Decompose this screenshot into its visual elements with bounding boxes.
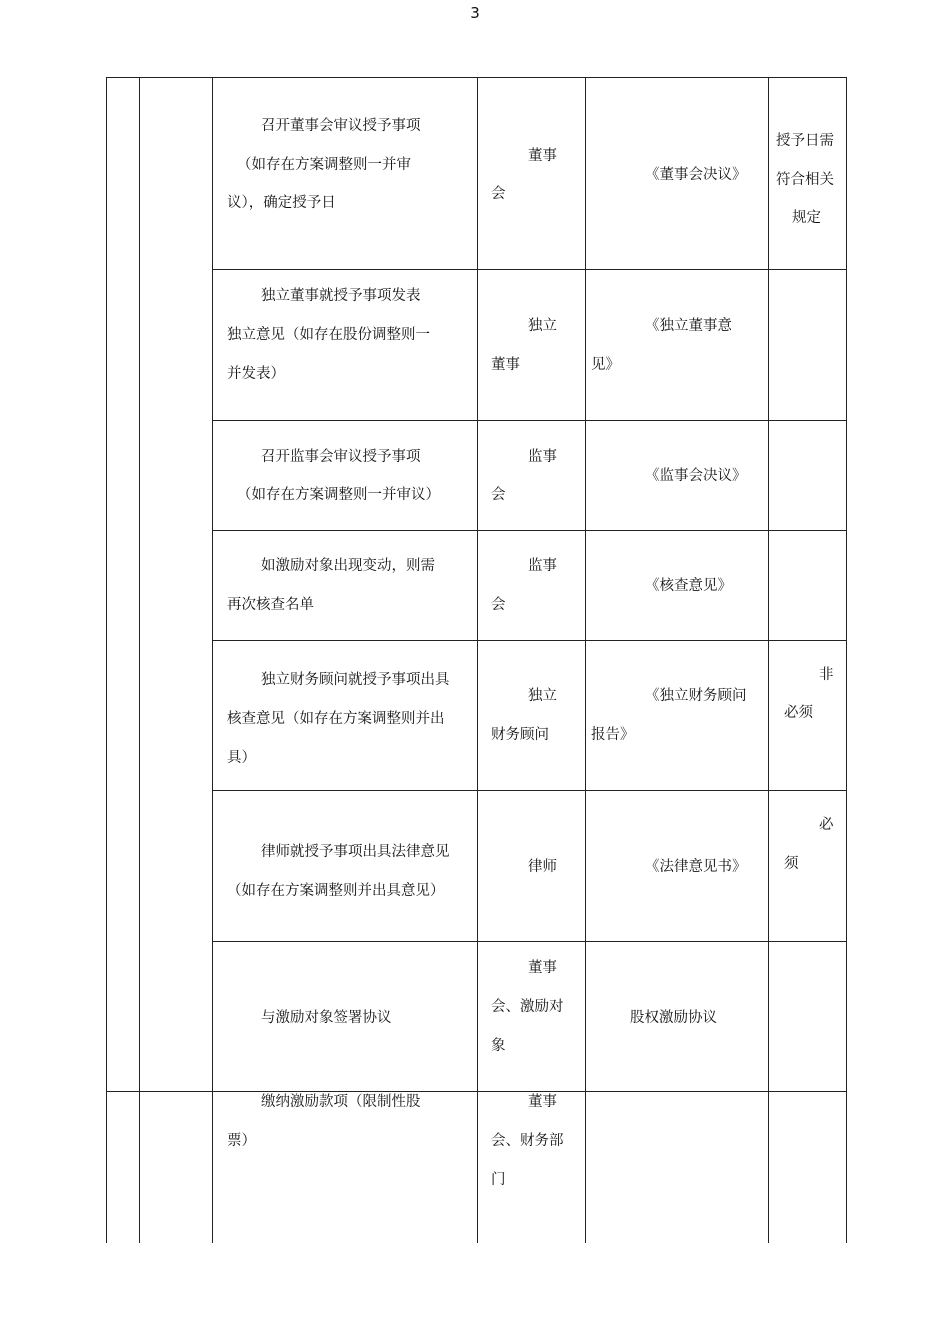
party-text: 会 [491,487,506,503]
document-text: 《董事会决议》 [645,167,747,183]
party-text: 监事 [528,449,557,465]
step-text: 核查意见（如存在方案调整则并出 [227,711,445,727]
note-text: 须 [784,856,799,872]
step-text: 与激励对象签署协议 [261,1010,392,1026]
step-text: 律师就授予事项出具法律意见 [261,844,450,860]
document-text: 报告》 [591,727,635,743]
step-text: 独立意见（如存在股份调整则一 [227,327,430,343]
col-border [106,77,107,1243]
col-border [846,77,847,1243]
note-text: 必 [819,817,834,833]
party-text: 会、激励对 [491,999,564,1015]
row-divider [212,420,847,421]
col-border [768,77,769,1243]
col-border [477,77,478,1243]
party-text: 董事 [528,1094,557,1110]
note-text: 必须 [784,705,813,721]
step-text: 独立董事就授予事项发表 [261,288,421,304]
note-text: 符合相关 [776,172,834,188]
party-text: 独立 [528,318,557,334]
row-divider [212,640,847,641]
step-text: 并发表） [227,366,285,382]
step-text: （如存在方案调整则并出具意见） [227,883,445,899]
step-text: 缴纳激励款项（限制性股 [261,1094,421,1110]
step-text: 议），确定授予日 [227,195,336,211]
document-text: 股权激励协议 [630,1010,717,1026]
document-text: 《独立董事意 [645,318,732,334]
document-text: 见》 [591,357,620,373]
party-text: 财务顾问 [491,727,549,743]
step-text: 具） [227,750,256,766]
step-text: （如存在方案调整则一并审 [237,157,411,173]
step-text: 独立财务顾问就授予事项出具 [261,672,450,688]
note-text: 非 [819,667,834,683]
party-text: 董事 [528,148,557,164]
document-text: 《核查意见》 [645,578,732,594]
col-border [585,77,586,1243]
party-text: 律师 [528,859,557,875]
party-text: 会 [491,597,506,613]
row-divider [212,790,847,791]
step-text: 召开董事会审议授予事项 [261,118,421,134]
step-text: 票） [227,1133,256,1149]
row-divider [212,941,847,942]
note-text: 规定 [792,210,821,226]
step-text: 再次核查名单 [227,597,314,613]
party-text: 董事 [491,357,520,373]
row-divider [212,269,847,270]
col-border [139,77,140,1243]
document-text: 《法律意见书》 [645,859,747,875]
document-text: 《监事会决议》 [645,468,747,484]
party-text: 会 [491,186,506,202]
page-number: 3 [470,4,480,22]
party-text: 独立 [528,688,557,704]
party-text: 董事 [528,960,557,976]
party-text: 门 [491,1172,506,1188]
col-border [212,77,213,1243]
party-text: 象 [491,1038,506,1054]
row-divider [212,530,847,531]
note-text: 授予日需 [776,133,834,149]
party-text: 会、财务部 [491,1133,564,1149]
document-text: 《独立财务顾问 [645,688,747,704]
step-text: 如激励对象出现变动，则需 [261,558,435,574]
step-text: （如存在方案调整则一并审议） [237,487,440,503]
step-text: 召开监事会审议授予事项 [261,449,421,465]
party-text: 监事 [528,558,557,574]
